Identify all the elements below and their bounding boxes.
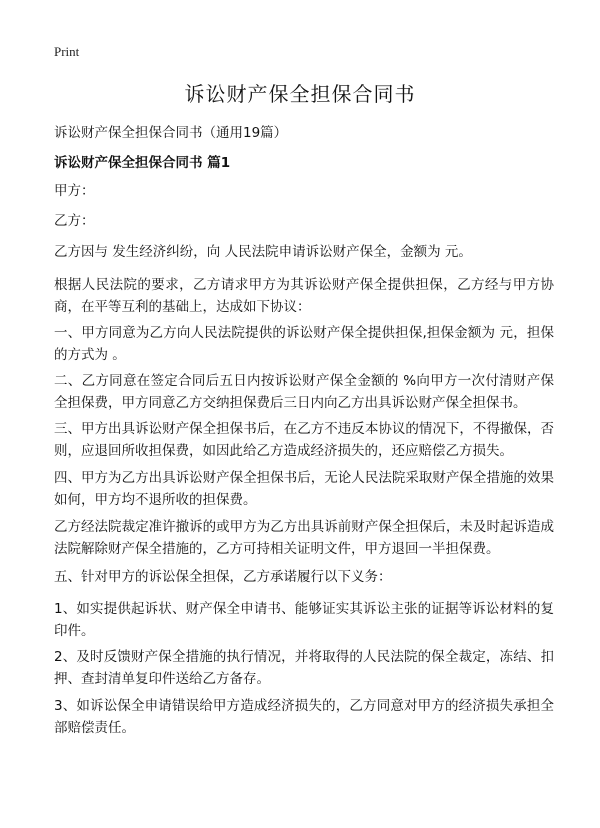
paragraph-clause-3: 三、甲方出具诉讼财产保全担保书后，在乙方不违反本协议的情况下，不得撤保，否则，应退回所收担保费，如因此给乙方造成经济损失的，还应赔偿乙方损失。: [54, 421, 554, 459]
paragraph-clause-2: 二、乙方同意在签定合同后五日内按诉讼财产保全金额的 %向甲方一次付清财产保全担保费，甲方同意乙方交纳担保费后三日内向乙方出具诉讼财产保全担保书。: [54, 373, 554, 411]
document-title: 诉讼财产保全担保合同书: [184, 82, 416, 106]
section-heading: 诉讼财产保全担保合同书 篇1: [54, 155, 231, 171]
paragraph-dispute: 乙方因与 发生经济纠纷，向 人民法院申请诉讼财产保全，金额为 元。: [54, 244, 472, 260]
paragraph-obligation-2: 2、及时反馈财产保全措施的执行情况，并将取得的人民法院的保全裁定，冻结、扣押、查封清单复印件送给乙方备存。: [54, 649, 554, 687]
paragraph-obligation-1: 1、如实提供起诉状、财产保全申请书、能够证实其诉讼主张的证据等诉讼材料的复印件。: [54, 601, 554, 639]
paragraph-party-b: 乙方：: [54, 213, 95, 229]
paragraph-clause-4: 四、甲方为乙方出具诉讼财产保全担保书后，无论人民法院采取财产保全措施的效果如何，甲方均不退所收的担保费。: [54, 470, 554, 508]
paragraph-clause-5: 五、针对甲方的诉讼保全担保，乙方承诺履行以下义务：: [54, 569, 392, 585]
paragraph-obligation-3: 3、如诉讼保全申请错误给甲方造成经济损失的，乙方同意对甲方的经济损失承担全部赔偿责任。: [54, 698, 554, 736]
paragraph-clause-1: 一、甲方同意为乙方向人民法院提供的诉讼财产保全提供担保,担保金额为 元，担保的方式为 。: [54, 325, 554, 363]
print-link[interactable]: Print: [54, 44, 80, 59]
paragraph-party-a: 甲方：: [54, 183, 95, 199]
paragraph-withdrawal: 乙方经法院裁定准许撤诉的或甲方为乙方出具诉前财产保全担保后，未及时起诉造成法院解除财产保全措施的，乙方可持相关证明文件，甲方退回一半担保费。: [54, 519, 554, 557]
paragraph-agreement-intro: 根据人民法院的要求，乙方请求甲方为其诉讼财产保全提供担保，乙方经与甲方协商，在平等互利的基础上，达成如下协议：: [54, 277, 554, 315]
document-subtitle: 诉讼财产保全担保合同书（通用19篇）: [54, 125, 288, 141]
